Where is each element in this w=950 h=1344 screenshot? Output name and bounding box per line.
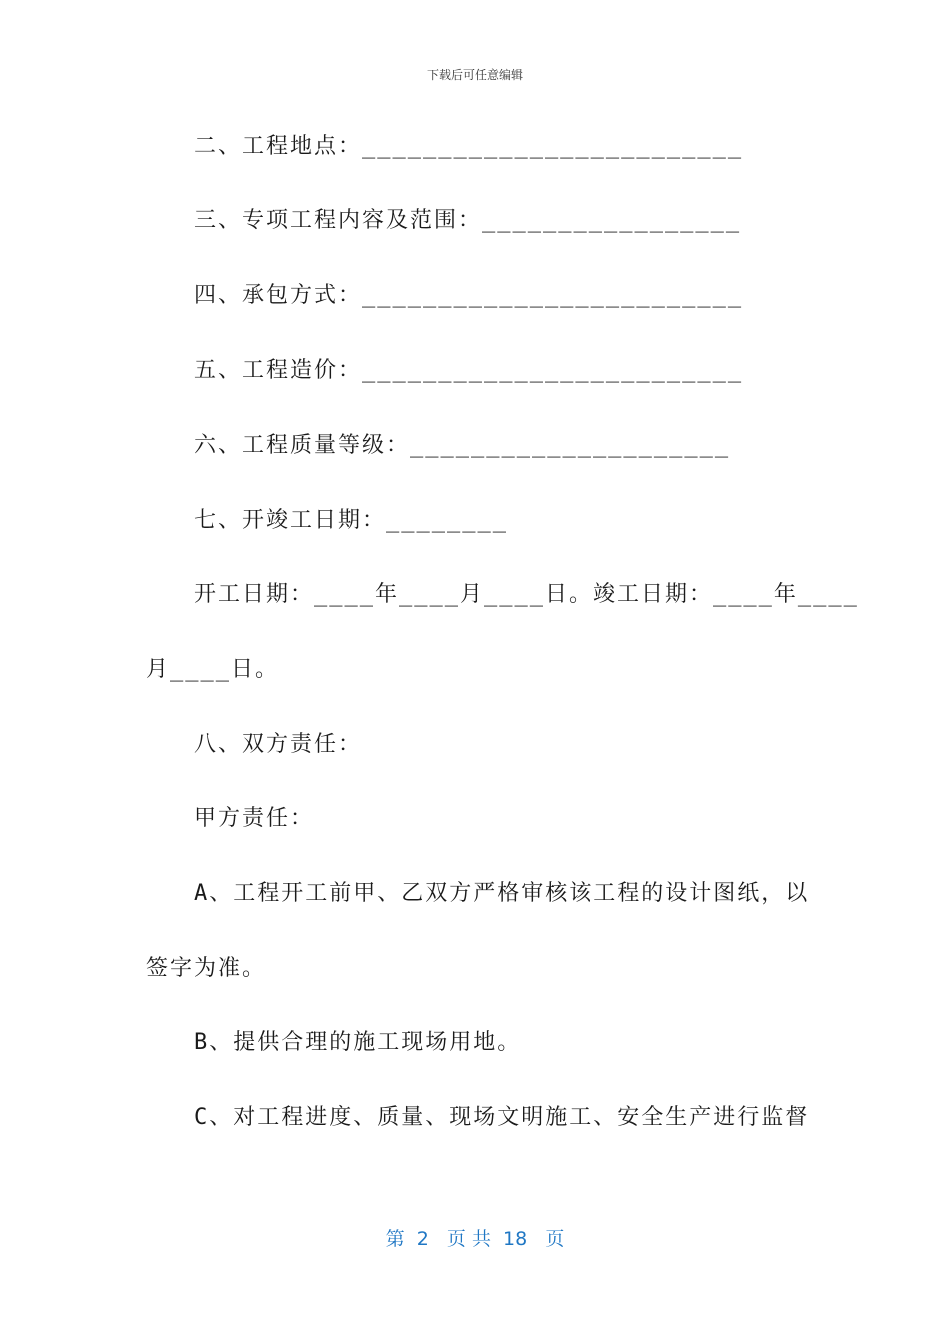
clause-c: C、对工程进度、质量、现场文明施工、安全生产进行监督 bbox=[194, 1105, 810, 1130]
party-a-heading: 甲方责任： bbox=[194, 806, 315, 831]
item-start-end-dates: 七、开竣工日期：________ bbox=[194, 508, 508, 533]
item-quality-grade: 六、工程质量等级：_____________________ bbox=[194, 433, 731, 458]
item-project-scope: 三、专项工程内容及范围：_________________ bbox=[194, 208, 742, 233]
item-contract-method: 四、承包方式：_________________________ bbox=[194, 283, 744, 308]
clause-b: B、提供合理的施工现场用地。 bbox=[194, 1030, 522, 1055]
date-line-start: 开工日期：____年____月____日。竣工日期：____年____ bbox=[194, 582, 859, 607]
item-project-cost: 五、工程造价：_________________________ bbox=[194, 358, 744, 383]
date-line-continuation: 月____日。 bbox=[146, 657, 279, 682]
page-number-footer: 第 2 页 共 18 页 bbox=[385, 1228, 565, 1250]
page-header-note: 下载后可任意编辑 bbox=[426, 68, 523, 82]
item-project-location: 二、工程地点：_________________________ bbox=[194, 134, 744, 159]
clause-a-continuation: 签字为准。 bbox=[146, 956, 267, 981]
item-responsibilities: 八、双方责任： bbox=[194, 732, 363, 757]
clause-a: A、工程开工前甲、乙双方严格审核该工程的设计图纸，以 bbox=[194, 881, 810, 906]
